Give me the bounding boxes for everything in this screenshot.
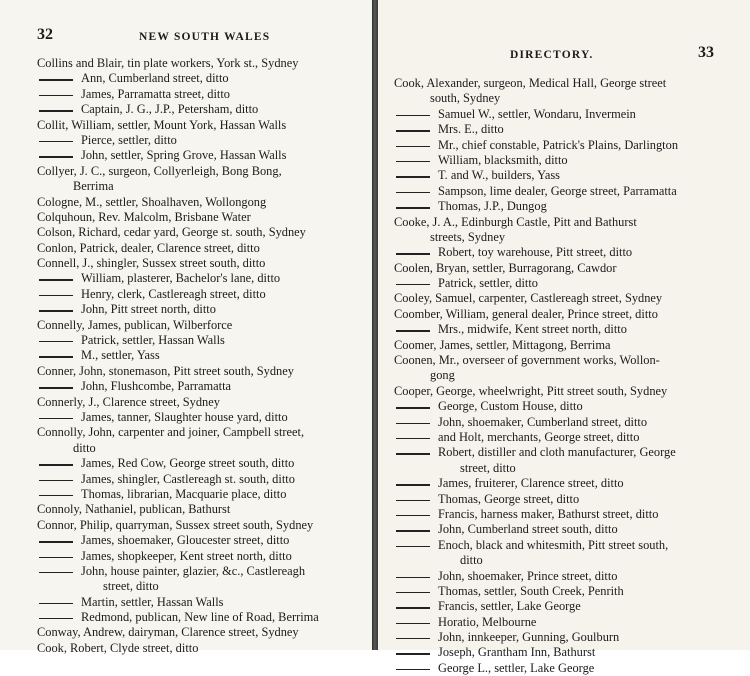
directory-subentry: Thomas, George street, ditto (394, 492, 730, 507)
directory-subentry: Horatio, Melbourne (394, 615, 730, 630)
entry-continuation: ditto (460, 553, 483, 568)
directory-subentry: William, blacksmith, ditto (394, 153, 730, 168)
directory-subentry: John, settler, Spring Grove, Hassan Walls (37, 148, 349, 163)
right-page-header (394, 44, 730, 66)
directory-entry: Coolen, Bryan, settler, Burragorang, Cawdor (394, 260, 617, 275)
directory-subentry: Francis, settler, Lake George (394, 599, 730, 614)
entry-continuation: gong (430, 368, 455, 383)
directory-subentry: Francis, harness maker, Bathurst street, ditto (394, 507, 730, 522)
directory-subentry: William, plasterer, Bachelor's lane, ditto (37, 271, 349, 286)
directory-subentry: James, shoemaker, Gloucester street, ditto (37, 533, 349, 548)
directory-subentry: Joseph, Grantham Inn, Bathurst (394, 645, 730, 660)
directory-subentry: John, Pitt street north, ditto (37, 302, 349, 317)
running-head-right: DIRECTORY. (510, 49, 594, 61)
directory-subentry: George L., settler, Lake George (394, 661, 730, 676)
page-number-right: 33 (698, 44, 714, 61)
entry-continuation: Berrima (73, 179, 114, 194)
directory-subentry: John, house painter, glazier, &c., Castlereagh (37, 564, 349, 579)
directory-subentry: James, tanner, Slaughter house yard, ditto (37, 410, 349, 425)
directory-entry: Connell, J., shingler, Sussex street south, ditto (37, 256, 266, 271)
entry-continuation: streets, Sydney (430, 229, 506, 244)
directory-subentry: Thomas, librarian, Macquarie place, ditto (37, 487, 349, 502)
directory-subentry: Redmond, publican, New line of Road, Berrima (37, 610, 349, 625)
directory-subentry: James, Parramatta street, ditto (37, 87, 349, 102)
directory-entry: Connoly, Nathaniel, publican, Bathurst (37, 502, 231, 517)
directory-subentry: Henry, clerk, Castlereagh street, ditto (37, 287, 349, 302)
directory-subentry: Ann, Cumberland street, ditto (37, 71, 349, 86)
page-number-left: 32 (37, 26, 53, 43)
directory-entry: Cook, Alexander, surgeon, Medical Hall, George street (394, 76, 667, 90)
right-entry-list (394, 76, 730, 676)
entry-continuation: ditto (73, 440, 96, 455)
directory-subentry: Thomas, J.P., Dungog (394, 199, 730, 214)
directory-subentry: Thomas, settler, South Creek, Penrith (394, 584, 730, 599)
entry-continuation: street, ditto (460, 460, 516, 475)
directory-entry: Colson, Richard, cedar yard, George st. south, Sydney (37, 225, 306, 240)
directory-subentry: John, innkeeper, Gunning, Goulburn (394, 630, 730, 645)
left-page-header (37, 26, 349, 48)
directory-entry: Cologne, M., settler, Shoalhaven, Wollongong (37, 194, 267, 209)
directory-entry: Connolly, John, carpenter and joiner, Campbell street, (37, 425, 305, 440)
directory-entry: Cooke, J. A., Edinburgh Castle, Pitt and Bathurst (394, 214, 637, 229)
directory-entry: Connor, Philip, quarryman, Sussex street south, Sydney (37, 517, 314, 532)
running-head-left: NEW SOUTH WALES (139, 31, 271, 43)
directory-entry: Connelly, James, publican, Wilberforce (37, 317, 233, 332)
directory-entry: Collit, William, settler, Mount York, Hassan Walls (37, 117, 287, 132)
right-page (378, 0, 750, 675)
directory-entry: Coomer, James, settler, Mittagong, Berrima (394, 337, 611, 352)
directory-subentry: James, shingler, Castlereagh st. south, ditto (37, 472, 349, 487)
entry-continuation: street, ditto (103, 579, 159, 594)
directory-subentry: Samuel W., settler, Wondaru, Invermein (394, 107, 730, 122)
directory-entry: Connerly, J., Clarence street, Sydney (37, 394, 220, 409)
directory-subentry: James, shopkeeper, Kent street north, ditto (37, 549, 349, 564)
left-entry-list (37, 56, 349, 656)
directory-entry: Coomber, William, general dealer, Prince street, ditto (394, 306, 658, 321)
directory-subentry: Robert, distiller and cloth manufacturer, George (394, 445, 730, 460)
entry-continuation: south, Sydney (430, 91, 501, 106)
directory-entry: Conway, Andrew, dairyman, Clarence street, Sydney (37, 625, 299, 640)
directory-subentry: John, shoemaker, Cumberland street, ditto (394, 415, 730, 430)
directory-subentry: Patrick, settler, Hassan Walls (37, 333, 349, 348)
directory-subentry: James, fruiterer, Clarence street, ditto (394, 476, 730, 491)
left-page (0, 0, 372, 655)
directory-subentry: George, Custom House, ditto (394, 399, 730, 414)
directory-subentry: John, Cumberland street south, ditto (394, 522, 730, 537)
directory-subentry: Robert, toy warehouse, Pitt street, ditto (394, 245, 730, 260)
directory-subentry: Sampson, lime dealer, George street, Parramatta (394, 184, 730, 199)
directory-entry: Cooley, Samuel, carpenter, Castlereagh street, Sydney (394, 291, 663, 306)
directory-entry: Cook, Robert, Clyde street, ditto (37, 640, 199, 655)
directory-subentry: Mrs., midwife, Kent street north, ditto (394, 322, 730, 337)
directory-subentry: Enoch, black and whitesmith, Pitt street south, (394, 538, 730, 553)
directory-subentry: Mrs. E., ditto (394, 122, 730, 137)
directory-subentry: Captain, J. G., J.P., Petersham, ditto (37, 102, 349, 117)
directory-subentry: M., settler, Yass (37, 348, 349, 363)
directory-subentry: James, Red Cow, George street south, ditto (37, 456, 349, 471)
directory-subentry: Martin, settler, Hassan Walls (37, 595, 349, 610)
directory-entry: Cooper, George, wheelwright, Pitt street south, Sydney (394, 383, 668, 398)
directory-entry: Collyer, J. C., surgeon, Collyerleigh, Bong Bong, (37, 163, 282, 178)
directory-subentry: Mr., chief constable, Patrick's Plains, Darlington (394, 138, 730, 153)
directory-subentry: T. and W., builders, Yass (394, 168, 730, 183)
directory-subentry: John, shoemaker, Prince street, ditto (394, 569, 730, 584)
directory-entry: Collins and Blair, tin plate workers, York st., Sydney (37, 56, 299, 70)
directory-subentry: Pierce, settler, ditto (37, 133, 349, 148)
directory-subentry: and Holt, merchants, George street, ditto (394, 430, 730, 445)
directory-entry: Conner, John, stonemason, Pitt street south, Sydney (37, 363, 294, 378)
directory-subentry: John, Flushcombe, Parramatta (37, 379, 349, 394)
directory-entry: Coonen, Mr., overseer of government works, Wollon- (394, 353, 660, 368)
directory-entry: Colquhoun, Rev. Malcolm, Brisbane Water (37, 209, 251, 224)
directory-subentry: Patrick, settler, ditto (394, 276, 730, 291)
directory-entry: Conlon, Patrick, dealer, Clarence street, ditto (37, 240, 260, 255)
